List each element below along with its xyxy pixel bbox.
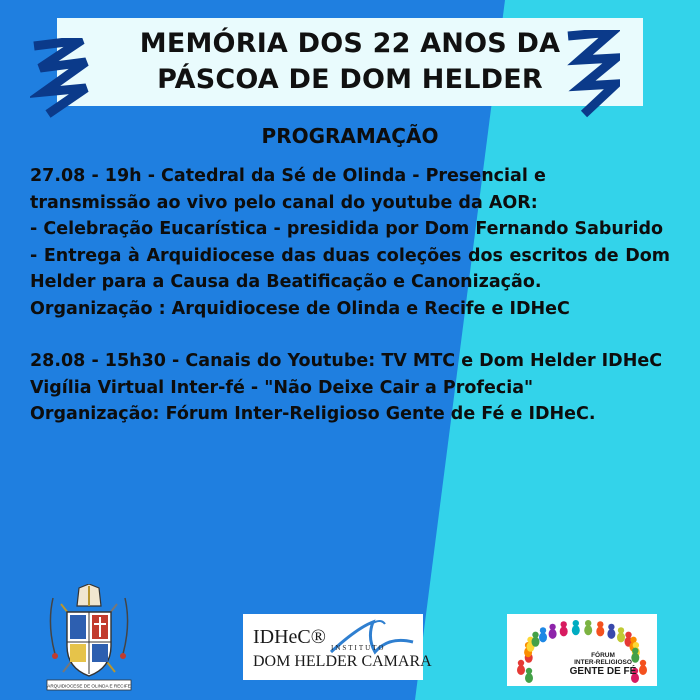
bird-icon — [327, 618, 417, 658]
idhec-logo — [243, 614, 432, 680]
forum-line-2: INTER-RELIGIOSO — [574, 659, 632, 666]
diocese-caption: ARQUIDIOCESE DE OLINDA E RECIFE — [47, 683, 131, 689]
idhec-name: DOM HELDER CAMARA — [253, 653, 432, 670]
event2-organization: Organização: Fórum Inter-Religioso Gente de Fé e IDHeC. — [30, 404, 596, 424]
event1-organization: Organização : Arquidiocese de Olinda e Recife e IDHeC — [30, 298, 570, 319]
event1-item-delivery: - Entrega à Arquidiocese das duas coleções dos escritos de Dom Helder para a Causa da Beatificação e Canonização. — [30, 245, 670, 292]
programacao-heading: PROGRAMAÇÃO — [261, 124, 439, 148]
event1-item-celebration: - Celebração Eucarística - presidida por Dom Fernando Saburido — [30, 219, 664, 239]
title-banner — [57, 18, 643, 106]
title-line-2: PÁSCOA DE DOM HELDER — [157, 64, 543, 95]
event1-line1: 27.08 - 19h - Catedral da Sé de Olinda - Presencial e — [30, 166, 546, 186]
forum-logo — [507, 614, 657, 686]
event2-line1: 28.08 - 15h30 - Canais do Youtube: TV MTC e Dom Helder IDHeC — [30, 351, 663, 371]
forum-line-1: FÓRUM — [591, 652, 615, 659]
coat-of-arms-icon — [45, 584, 133, 694]
event1-line2: transmissão ao vivo pelo canal do youtube da AOR: — [30, 192, 538, 213]
idhec-institute: INSTITUTO — [331, 644, 386, 652]
forum-line-3: GENTE DE FÉ — [569, 666, 637, 677]
idhec-abbrev: IDHeC® — [253, 626, 326, 648]
program-text — [30, 163, 670, 428]
zigzag-left-icon — [30, 38, 90, 118]
forum-text — [557, 652, 649, 678]
event2-line2: Vigília Virtual Inter-fé - "Não Deixe Cair a Profecia" — [30, 377, 534, 398]
title-line-1: MEMÓRIA DOS 22 ANOS DA — [139, 28, 561, 59]
zigzag-right-icon — [560, 30, 620, 120]
